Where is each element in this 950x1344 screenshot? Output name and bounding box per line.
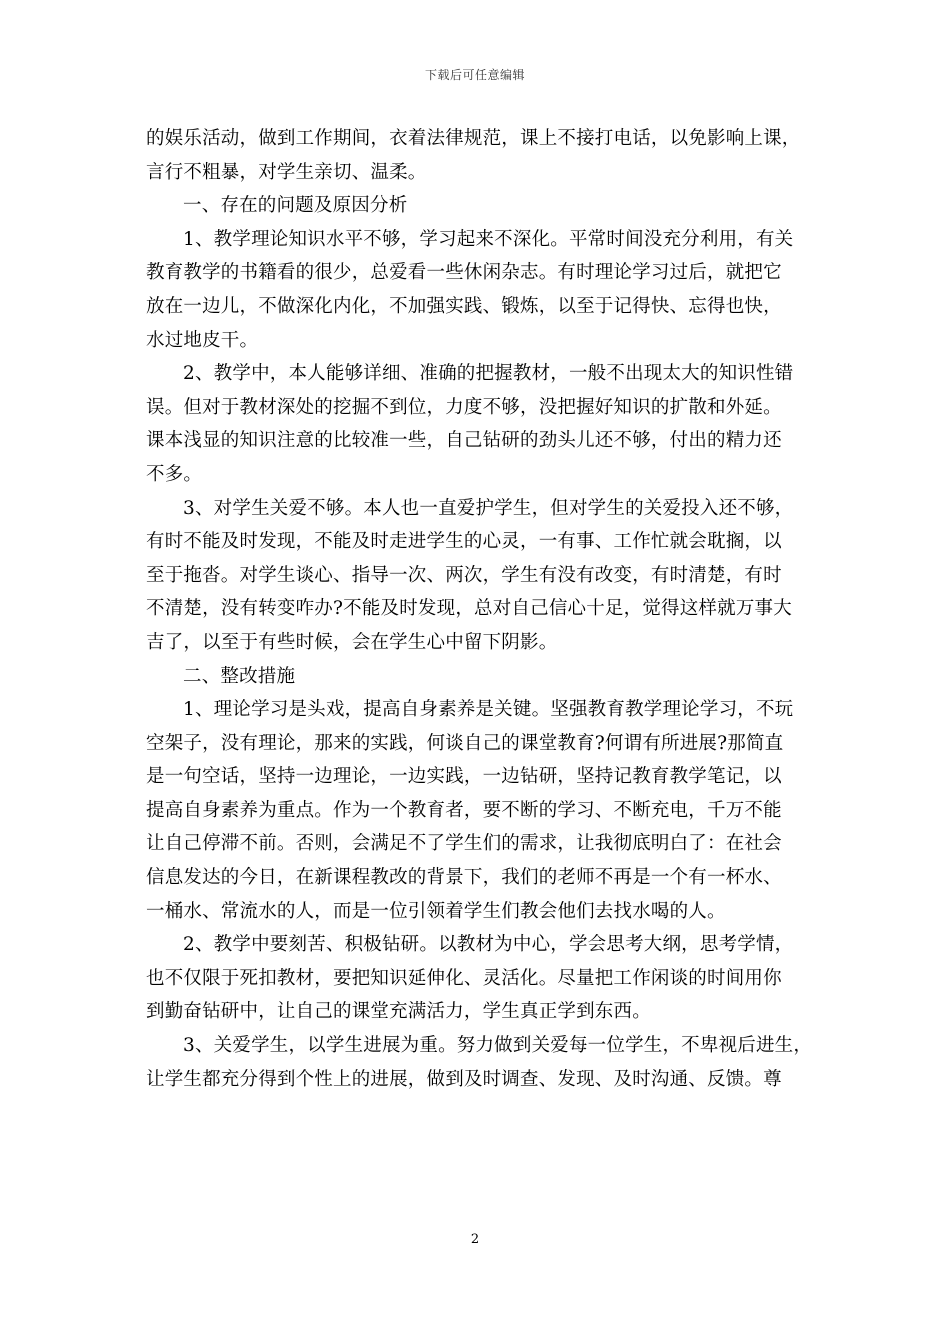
text-line: 一桶水、常流水的人，而是一位引领着学生们教会他们去找水喝的人。 [146, 900, 726, 922]
page-number: 2 [470, 1232, 480, 1247]
text-line: 教育教学的书籍看的很少，总爱看一些休闲杂志。有时理论学习过后，就把它 [146, 262, 782, 284]
text-line: 提高自身素养为重点。作为一个教育者，要不断的学习、不断充电，千万不能 [146, 799, 782, 821]
text-line: 误。但对于教材深处的挖掘不到位，力度不够，没把握好知识的扩散和外延。 [146, 396, 782, 418]
text-line: 3、对学生关爱不够。本人也一直爱护学生，但对学生的关爱投入还不够， [183, 497, 794, 519]
text-line: 也不仅限于死扣教材，要把知识延伸化、灵活化。尽量把工作闲谈的时间用你 [146, 967, 782, 989]
text-line: 放在一边儿，不做深化内化，不加强实践、锻炼，以至于记得快、忘得也快， [146, 295, 782, 317]
text-line: 一、存在的问题及原因分析 [183, 195, 408, 217]
text-line: 2、教学中要刻苦、积极钻研。以教材为中心，学会思考大纲，思考学情， [183, 934, 794, 956]
text-line: 不清楚，没有转变咋办?不能及时发现，总对自己信心十足，觉得这样就万事大 [146, 598, 792, 620]
text-line: 2、教学中，本人能够详细、准确的把握教材，一般不出现太大的知识性错 [183, 363, 794, 385]
text-line: 的娱乐活动，做到工作期间，衣着法律规范，课上不接打电话，以免影响上课， [146, 128, 801, 149]
text-line: 1、理论学习是头戏，提高自身素养是关键。坚强教育教学理论学习，不玩 [183, 699, 794, 721]
text-line: 让自己停滞不前。否则，会满足不了学生们的需求，让我彻底明白了：在社会 [146, 833, 782, 855]
text-line: 是一句空话，坚持一边理论，一边实践，一边钻研，坚持记教育教学笔记，以 [146, 766, 782, 788]
text-line: 言行不粗暴，对学生亲切、温柔。 [146, 161, 427, 183]
text-line: 信息发达的今日，在新课程教改的背景下，我们的老师不再是一个有一杯水、 [146, 867, 782, 889]
text-line: 到勤奋钻研中，让自己的课堂充满活力，学生真正学到东西。 [146, 1001, 651, 1023]
text-line: 水过地皮干。 [146, 329, 259, 351]
text-line: 不多。 [146, 463, 203, 485]
text-line: 二、整改措施 [183, 665, 296, 687]
text-line: 至于拖沓。对学生谈心、指导一次、两次，学生有没有改变，有时清楚，有时 [146, 564, 782, 586]
text-line: 课本浅显的知识注意的比较准一些，自己钻研的劲头儿还不够，付出的精力还 [146, 430, 782, 452]
document-body [146, 122, 822, 1096]
text-line: 吉了，以至于有些时候，会在学生心中留下阴影。 [146, 631, 558, 653]
page-header: 下载后可任意编辑 [424, 68, 525, 82]
text-line: 1、教学理论知识水平不够，学习起来不深化。平常时间没充分利用，有关 [183, 228, 794, 250]
text-line: 3、关爱学生，以学生进展为重。努力做到关爱每一位学生，不卑视后进生， [183, 1035, 813, 1057]
text-line: 有时不能及时发现，不能及时走进学生的心灵，一有事、工作忙就会耽搁，以 [146, 531, 782, 553]
text-line: 空架子，没有理论，那来的实践，何谈自己的课堂教育?何谓有所进展?那简直 [146, 732, 784, 754]
text-line: 让学生都充分得到个性上的进展，做到及时调查、发现、及时沟通、反馈。尊 [146, 1068, 782, 1090]
